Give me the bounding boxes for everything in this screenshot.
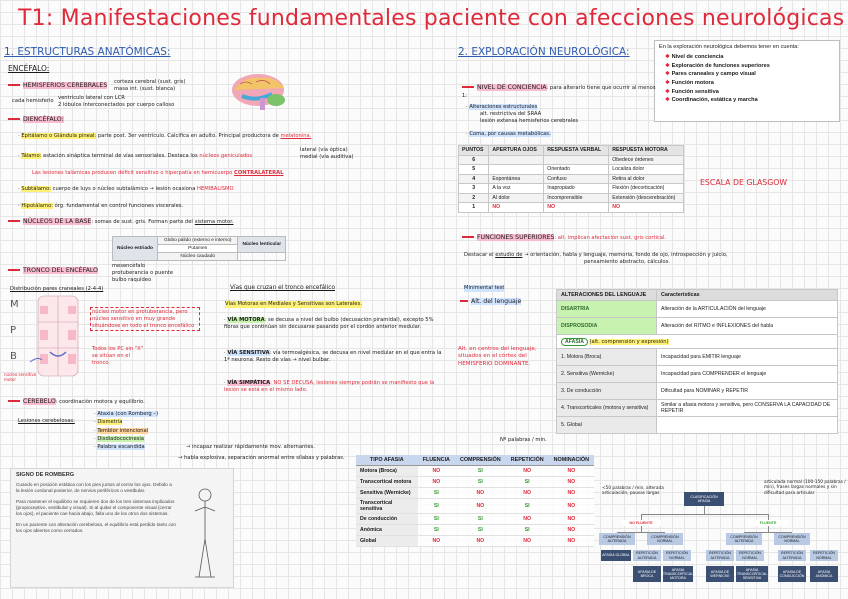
afasia-table [356, 455, 594, 547]
exploration-item [665, 79, 829, 88]
tronco-bulbo: bulbo raquídeo [112, 276, 152, 283]
afasia-value: SI [418, 488, 455, 499]
letter-m: M [10, 299, 19, 310]
afasia-value: NO [549, 477, 594, 488]
afasia-value: NO [455, 536, 506, 547]
talamo-nucleos: núcleos geniculados [199, 153, 253, 159]
exploration-box [654, 40, 840, 122]
disprosodia-desc: Alteración del RITMO e INFLEXIONES del habla [657, 318, 838, 335]
afasia-value: NO [418, 466, 455, 477]
destacar-list: → orientación, habla y lenguaje, memoria, fondo de ojo, introspección y juicio, [524, 252, 728, 258]
flow-rep-alterada-2: REPETICIÓN ALTERADA [706, 550, 734, 561]
afasia-value: SI [506, 525, 549, 536]
romberg-p2: Para mantener el equilibrio se requieren dos de los tres sistemas implicados (propioceptivo, vestibular y visual). Si al quitar el componente visual (cerrar los ojos), el paciente cae hacia abajo, falla uno de los otros dos sistemas. [16, 498, 175, 517]
coma-row: · Coma, por causas metabólicas. [466, 131, 551, 137]
epitalamo-row: · Epitálamo o Glándula pineal: parte post. 3er ventrículo. Calcifica en adulto. Principal productora de melatonina. [18, 133, 312, 139]
afasia-header: REPETICIÓN [506, 455, 549, 466]
via-sensitiva: · VÍA SENSITIVA: vía termoalgésica, se decusa en nivel medular en el que entra la 1ª neurona. Resto de vías → nivel bulbar. [224, 350, 442, 363]
afasia-row [356, 514, 594, 525]
afasia-value: SI [506, 499, 549, 514]
nivel-text: : para alterarlo tiene que ocurrir al menos 1: [462, 85, 656, 100]
afasia-row [356, 525, 594, 536]
lesion-note-1: → incapaz realizar rápidamente mov. alternantes. [186, 444, 315, 450]
exploration-item-label: Exploración de funciones superiores [671, 62, 770, 69]
aphasia-desc: Similar a afasia motora y sensitiva, pero CONSERVA LA CAPACIDAD DE REPETIR [657, 400, 838, 417]
lenguaje-label: Alt. del lenguaje [471, 298, 522, 305]
afasia-label: AFASIA [561, 338, 588, 346]
talamo-contralateral: CONTRALATERAL [234, 170, 284, 176]
talamo-text: estación sináptica terminal de vías sensoriales. Destaca los [43, 153, 198, 159]
destacar-label: Destacar el [464, 252, 494, 258]
exploration-item-label: Coordinación, estática y marcha [671, 97, 758, 104]
flow-root: CLASIFICACIÓN AFASIA [684, 492, 724, 506]
exploration-item-label: Pares craneales y campo visual [671, 71, 756, 78]
aphasia-type: 3. De conducción [557, 383, 657, 400]
afasia-value: SI [455, 477, 506, 488]
lesion-temblor: Temblor intencional [97, 427, 149, 434]
lesion-disdiadococinesia: Disdiadococinesia [97, 435, 144, 442]
glasgow-cell: Retira al dolor [609, 174, 684, 184]
aphasia-type: 1. Motora (Broca) [557, 349, 657, 366]
afasia-value: NO [549, 514, 594, 525]
glasgow-cell: 2 [459, 193, 489, 203]
vias-heading: Vías que cruzan el tronco encefálico [230, 285, 335, 291]
brainstem-diagram [24, 294, 94, 380]
afasia-value: SI [455, 525, 506, 536]
globo-palido: Globo pálido (externo e interno) [158, 237, 238, 245]
talamo-label: Tálamo: [21, 153, 42, 159]
destacar-estudio: estudio de [495, 252, 523, 258]
language-row [557, 349, 838, 366]
afasia-value: SI [418, 525, 455, 536]
hipotalamo-text: órg. fundamental en control funciones viscerales. [54, 203, 184, 209]
section-1-heading: 1. ESTRUCTURAS ANATÓMICAS: [4, 46, 171, 58]
disprosodia-label: DISPROSODIA [557, 318, 657, 335]
subtalamo-text: cuerpo de luys o núcleo subtalámico → lesión ocasiona [52, 186, 196, 192]
via-sensitiva-label: VÍA SENSITIVA [227, 350, 270, 356]
glasgow-cell: Localiza dolor [609, 165, 684, 175]
afasia-table-note: Nº palabras / min. [500, 437, 547, 443]
diamond-icon: ❖ [665, 62, 672, 69]
exploration-item [665, 62, 829, 71]
nucleo-caudado: Núcleo caudado [158, 253, 238, 261]
afasia-value: NO [418, 536, 455, 547]
talamo-lesion-text: Las lesiones talámicas producen déficit sensitivo o hiperpatía en hemicuerpo [32, 170, 233, 176]
diamond-icon: ❖ [665, 97, 672, 104]
nucleos-sistema-motor: sistema motor. [194, 219, 234, 225]
afasia-row [356, 536, 594, 547]
lateral-note: núcleo sensitivo motor [4, 372, 37, 382]
cerebelo-row [8, 398, 145, 406]
hemisferio-notes [58, 95, 228, 109]
diencefalo-label: DIENCÉFALO: [23, 116, 64, 123]
language-header: ALTERACIONES DEL LENGUAJE [557, 290, 657, 301]
diencefalo-row [8, 116, 64, 124]
branch-masa: masa int. (sust. blanca) [114, 85, 176, 92]
note-ventriculo: ventrículo lateral con LCR [58, 95, 125, 101]
branch-lateral: lateral (vía óptica) [300, 147, 348, 153]
afasia-row [356, 488, 594, 499]
lenguaje-row [460, 298, 521, 306]
glasgow-cell: Confuso [544, 174, 609, 184]
hipotalamo-row: · Hipotálamo: órg. fundamental en control funciones viscerales. [18, 203, 184, 209]
language-row [557, 400, 838, 417]
lenguaje-note: Alt. en centros del lenguaje, situados en el córtex del HEMISFERIO DOMINANTE. [458, 346, 537, 367]
glasgow-cell: 1 [459, 203, 489, 213]
epitalamo-highlight: melatonina. [280, 133, 312, 139]
glasgow-row [459, 203, 684, 213]
afasia-header: FLUENCIA [418, 455, 455, 466]
afasia-header: NOMINACIÓN [549, 455, 594, 466]
hemisferios-label: HEMISFERIOS CEREBRALES [23, 82, 108, 89]
distribucion-pares: Distribución pares craneales (2-4-4) [10, 286, 104, 292]
cerebelo-text: : coordinación motora y equilibrio. [55, 399, 145, 405]
afasia-value: SI [506, 477, 549, 488]
afasia-value: NO [549, 488, 594, 499]
glasgow-cell: Extensión (descerebración) [609, 193, 684, 203]
glasgow-row [459, 193, 684, 203]
afasia-header: COMPRENSIÓN [455, 455, 506, 466]
afasia-value: NO [549, 499, 594, 514]
funciones-label: FUNCIONES SUPERIORES [477, 234, 555, 241]
nivel-label: NIVEL DE CONCIENCIA [477, 84, 547, 91]
flow-rep-normal-2: REPETICIÓN NORMAL [736, 550, 764, 561]
afasia-header: TIPO AFASIA [356, 455, 418, 466]
flow-comp-alterada-1: COMPRENSIÓN ALTERADA [599, 533, 635, 545]
flow-rep-normal-3: REPETICIÓN NORMAL [810, 550, 838, 561]
diamond-icon: ❖ [665, 54, 672, 60]
glasgow-cell: 3 [459, 184, 489, 194]
nucleos-table [112, 236, 286, 261]
exploration-item [665, 70, 829, 79]
flow-global: AFASIA GLOBAL [601, 550, 631, 561]
flow-rep-alterada-3: REPETICIÓN ALTERADA [778, 550, 806, 561]
via-simpatica: · VÍA SIMPÁTICA: NO SE DECUSA, lesiones siempre podrán se manifiesto que la lesión se está en el mismo lado. [224, 380, 435, 393]
lesion-palabra-escandida: Palabra escandida [97, 444, 145, 450]
romberg-p1: Cuando en posición estática con los pies juntos al cerrar los ojos. Debido a la lesión cordonal posterior, de nervios periféricos o vestibular. [16, 482, 172, 494]
aphasia-type: 2. Sensitiva (Wernicke) [557, 366, 657, 383]
disartria-desc: Alteración de la ARTICULACIÓN del lenguaje [657, 301, 838, 318]
via-sensitiva-text: : vía termoalgésica, se decusa en nivel medular en el que entra la 1ª neurona. Resto de vías → nivel bulbar. [224, 350, 442, 363]
language-row [557, 417, 838, 434]
letter-b: B [10, 351, 17, 362]
nucleos-text: : somas de sust. gris. Forman parte del [91, 219, 193, 225]
flow-tc-sensitiva: AFASIA TRANSCORTICAL SENSITIVA [736, 567, 768, 581]
glasgow-cell: A la voz [489, 184, 544, 194]
tronco-protuberancia: protuberancia o puente [112, 269, 174, 276]
tronco-mesencefalo: mesencéfalo [112, 263, 146, 269]
branch-corteza: corteza cerebral (sust. gris) [114, 79, 186, 85]
flow-rep-normal-1: REPETICIÓN NORMAL [663, 550, 691, 561]
flow-broca: AFASIA DE BROCA [633, 566, 661, 582]
tronco-parts [112, 263, 202, 283]
glasgow-cell: NO [544, 203, 609, 213]
flow-conduccion: AFASIA DE CONDUCCIÓN [778, 566, 806, 582]
flow-rep-alterada-1: REPETICIÓN ALTERADA [633, 550, 661, 561]
exploration-intro: En la exploración neurológica debemos tener en cuenta: [659, 44, 799, 50]
cerebelo-label: CEREBELO [23, 398, 56, 405]
aphasia-desc: Incapacidad para EMITIR lenguaje [657, 349, 838, 366]
afasia-note: (alt. comprensión y expresión) [589, 338, 669, 345]
afasia-type: Global [356, 536, 418, 547]
glasgow-cell: 6 [459, 155, 489, 165]
language-table [556, 289, 838, 434]
encefalo-heading: ENCÉFALO: [8, 64, 50, 73]
lesiones-label: Lesiones cerebelosas: [18, 418, 75, 424]
talamo-row: · Tálamo: estación sináptica terminal de vías sensoriales. Destaca los núcleos geniculados [18, 153, 253, 159]
glasgow-label: ESCALA DE GLASGOW [700, 178, 788, 187]
destacar-list-2: pensamiento abstracto, cálculos. [584, 258, 670, 265]
afasia-value: NO [506, 466, 549, 477]
glasgow-cell [489, 165, 544, 175]
glasgow-cell [544, 155, 609, 165]
lesion-dismetria: Dismetría [97, 419, 123, 426]
afasia-row [356, 477, 594, 488]
flow-comp-normal-2: COMPRENSIÓN NORMAL [774, 533, 810, 545]
vias-sub: Vías Motoras en Mediales y Sensitivas son Laterales. [225, 301, 362, 307]
alteraciones-lesion: lesión extensa hemisferios cerebrales [480, 117, 579, 124]
exploration-item [665, 53, 829, 62]
flow-tc-motora: AFASIA TRANSCORTICAL MOTORA [662, 567, 694, 581]
flow-note-right: articulada normal (100-150 palabras / min), frases largas normales y sin dificultad para articular [764, 480, 846, 496]
glasgow-row [459, 155, 684, 165]
diamond-icon: ❖ [665, 79, 672, 86]
aphasia-type: 5. Global [557, 417, 657, 434]
afasia-value: SI [418, 514, 455, 525]
glasgow-cell: 4 [459, 174, 489, 184]
glasgow-cell: NO [489, 203, 544, 213]
glasgow-header: RESPUESTA MOTORA [609, 146, 684, 156]
aphasia-type: 4. Transcorticales (motora y sensitiva) [557, 400, 657, 417]
branch-medial: medial (vía auditiva) [300, 153, 354, 160]
afasia-value: SI [418, 499, 455, 514]
exploration-item [665, 96, 829, 105]
diamond-icon: ❖ [665, 88, 672, 95]
page-title: T1: Manifestaciones fundamentales paciente con afecciones neurológicas [18, 6, 845, 31]
aphasia-desc: Dificultad para NOMINAR y REPETIR [657, 383, 838, 400]
glasgow-cell: Inapropiado [544, 184, 609, 194]
pc-note: Todos los PC sin "X" se sitúan en el tronco. [92, 346, 144, 366]
destacar-row [464, 252, 844, 266]
flow-wernicke: AFASIA DE WERNICKE [706, 566, 734, 582]
subtalamo-row: · Subtálamo: cuerpo de luys o núcleo subtalámico → lesión ocasiona HEMIBALISMO [18, 186, 234, 192]
flow-anomica: AFASIA ANÓMICA [810, 566, 838, 582]
disartria-label: DISARTRIA [557, 301, 657, 318]
afasia-type: De conducción [356, 514, 418, 525]
section-2-heading: 2. EXPLORACIÓN NEUROLÓGICA: [458, 46, 630, 58]
afasia-value: NO [455, 488, 506, 499]
subtalamo-hemibalismo: HEMIBALISMO [197, 186, 234, 192]
aphasia-desc: Incapacidad para COMPRENDER el lenguaje [657, 366, 838, 383]
alteraciones: · Alteraciones estructurales alt. restrictiva del SRAA lesión extensa hemisferios cerebrales [466, 104, 636, 124]
afasia-value: NO [506, 536, 549, 547]
glasgow-cell: Orientado [544, 165, 609, 175]
aphasia-desc [657, 417, 838, 434]
talamo-lesiones [32, 170, 452, 177]
putamen: Putamen [158, 245, 238, 253]
romberg-p3: En un paciente con alteración cerebelosa, el equilibrio está perdido tanto con los ojos abiertos como cerrados. [16, 521, 177, 534]
afasia-type: Sensitiva (Wernicke) [356, 488, 418, 499]
glasgow-cell: 5 [459, 165, 489, 175]
flow-comp-normal-1: COMPRENSIÓN NORMAL [647, 533, 683, 545]
tronco-label: TRONCO DEL ENCÉFALO [23, 267, 98, 274]
via-simpatica-text: : NO SE DECUSA, lesiones siempre podrán se manifiesto que la lesión se está en el mismo lado. [224, 380, 435, 393]
lesiones-list: · Ataxia (con Romberg –) · Dismetría · Temblor intencional · Disdiadococinesia · Palabra escandida [94, 411, 158, 450]
glasgow-cell: Espontánea [489, 174, 544, 184]
epitalamo-text: parte post. 3er ventrículo. Calcifica en adulto. Principal productora de [97, 133, 279, 139]
funciones-row [462, 234, 842, 242]
romberg-title: SIGNO DE ROMBERG [16, 472, 75, 478]
tronco-row [8, 267, 98, 275]
via-simpatica-label: VÍA SIMPÁTICA [227, 380, 271, 386]
afasia-row [356, 466, 594, 477]
letter-p: P [10, 325, 17, 336]
flow-fluente: FLUENTE [748, 520, 788, 526]
glasgow-cell: NO [609, 203, 684, 213]
afasia-value: NO [418, 477, 455, 488]
nucleo-lenticular: Núcleo lenticular [238, 237, 286, 253]
afasia-value: NO [506, 514, 549, 525]
romberg-figure [185, 487, 225, 583]
nucleos-label: NÚCLEOS DE LA BASE [23, 218, 92, 225]
via-motora-text: : se decusa a nivel del bulbo (decusación piramidal), excepto 5% fibras que continúan sin decusarse pasando por el cordón anterior medular. [224, 317, 434, 330]
afasia-row [356, 499, 594, 514]
afasia-type: Anómica [356, 525, 418, 536]
afasia-value: SI [455, 466, 506, 477]
cada-hemisferio: cada hemisferio [12, 98, 54, 104]
language-row [557, 366, 838, 383]
brain-illustration [230, 72, 292, 112]
afasia-value: NO [506, 488, 549, 499]
afasia-type: Transcortical motora [356, 477, 418, 488]
nucleo-estriado: Núcleo estriado [113, 237, 158, 261]
glasgow-table [458, 145, 684, 213]
afasia-value: NO [549, 536, 594, 547]
language-row [557, 383, 838, 400]
afasia-value: NO [549, 466, 594, 477]
alteraciones-srag: alt. restrictiva del SRAA [480, 110, 542, 117]
exploration-item-label: Función motora [671, 79, 714, 86]
language-header: Características [657, 290, 838, 301]
lesion-ataxia: Ataxia (con Romberg –) [97, 411, 158, 417]
afasia-value: SI [455, 514, 506, 525]
hemisferios-row [8, 82, 107, 90]
talamo-branches [300, 147, 410, 161]
nucleos-row [8, 218, 448, 226]
afasia-type: Transcortical sensitiva [356, 499, 418, 514]
romberg-box [10, 468, 234, 588]
flow-no-fluente: NO FLUENTE [621, 520, 661, 526]
glasgow-cell: Obedece órdenes [609, 155, 684, 165]
diamond-icon: ❖ [665, 71, 672, 78]
glasgow-header: APERTURA OJOS [489, 146, 544, 156]
exploration-item-label: Nivel de conciencia [671, 54, 724, 60]
hipotalamo-label: Hipotálamo: [21, 203, 53, 209]
epitalamo-label: Epitálamo o Glándula pineal: [21, 133, 97, 139]
coma-label: Coma, por causas metabólicas. [469, 131, 551, 137]
note-lobulos: 2 lóbulos interconectados por cuerpo calloso [58, 101, 175, 108]
nivel-row [462, 84, 662, 101]
via-motora: · VÍA MOTORA: se decusa a nivel del bulbo (decusación piramidal), excepto 5% fibras que continúan sin decusarse pasando por el cordón anterior medular. [224, 317, 434, 330]
afasia-row [557, 335, 838, 349]
hemisferios-branches [114, 79, 234, 93]
flow-comp-alterada-2: COMPRENSIÓN ALTERADA [726, 533, 762, 545]
funciones-text: : alt. implican afectación sust. gris cortical. [554, 235, 667, 241]
glasgow-row [459, 184, 684, 194]
glasgow-cell: Incomprensible [544, 193, 609, 203]
alteraciones-label: Alteraciones estructurales [469, 104, 538, 110]
lesion-note-2: → habla explosiva, separación anormal entre sílabas y palabras. [178, 455, 345, 461]
flow-note-left: <50 palabras / min, alterada articulación, pausas largas [602, 486, 664, 497]
pares-note: núcleo motor en protuberancia, pero núcleo sensitivo en muy grande situándose en todo el tronco encefálico [90, 307, 200, 331]
afasia-value: NO [549, 525, 594, 536]
exploration-item-label: Función sensitiva [671, 88, 719, 95]
minimental: Minimental test [464, 285, 505, 291]
via-motora-label: VÍA MOTORA [227, 317, 265, 323]
afasia-type: Motora (Broca) [356, 466, 418, 477]
subtalamo-label: Subtálamo: [21, 186, 51, 192]
glasgow-row [459, 174, 684, 184]
glasgow-header: RESPUESTA VERBAL [544, 146, 609, 156]
glasgow-cell: Flexión (decorticación) [609, 184, 684, 194]
glasgow-row [459, 165, 684, 175]
glasgow-header: PUNTOS [459, 146, 489, 156]
glasgow-cell [489, 155, 544, 165]
exploration-item [665, 88, 829, 97]
glasgow-cell: Al dolor [489, 193, 544, 203]
afasia-value: NO [455, 499, 506, 514]
